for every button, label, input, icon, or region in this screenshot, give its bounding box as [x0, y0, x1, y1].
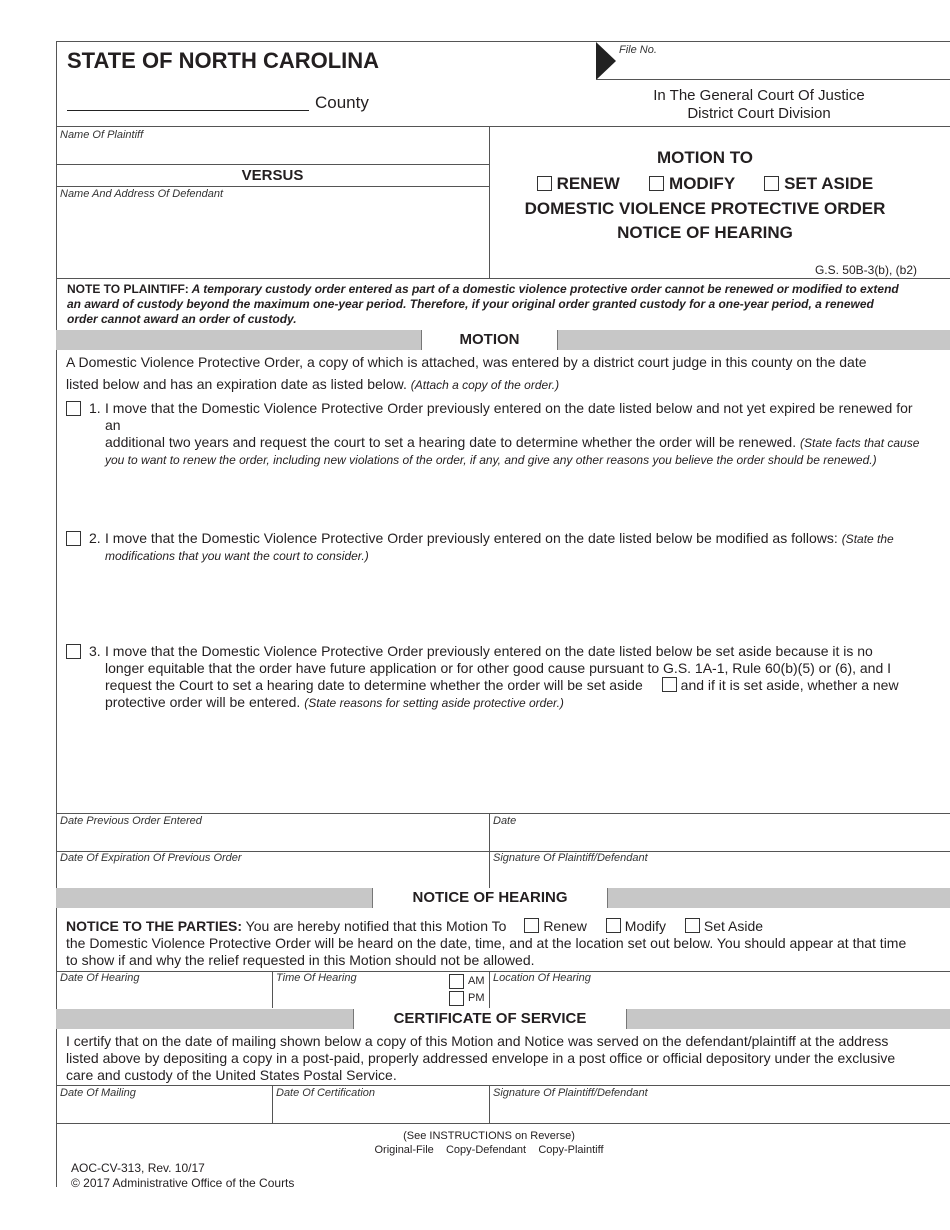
hearing-renew-label: Renew — [543, 918, 587, 934]
note-lead: NOTE TO PLAINTIFF: — [67, 282, 189, 296]
certificate-text — [66, 1033, 936, 1084]
hearing-text1: You are hereby notified that this Motion To — [242, 918, 507, 934]
item2-num: 2. — [89, 530, 101, 546]
pm-checkbox[interactable] — [449, 991, 464, 1006]
title-line1: MOTION TO — [656, 148, 753, 167]
file-arrow-icon — [596, 42, 618, 80]
cert-fields-bottom — [56, 1123, 950, 1124]
item1-num: 1. — [89, 400, 101, 416]
item1-checkbox[interactable] — [66, 401, 81, 416]
hearing-date-label: Date Of Hearing — [60, 972, 140, 984]
note-to-plaintiff — [67, 282, 907, 327]
item3-line3 — [105, 677, 925, 694]
court-block — [600, 87, 918, 123]
mailing-label: Date Of Mailing — [60, 1087, 136, 1099]
modify-label: MODIFY — [669, 174, 735, 193]
court-line2: District Court Division — [687, 105, 831, 122]
item3-italic: (State reasons for setting aside protective order.) — [304, 696, 564, 710]
am-label: AM — [468, 975, 485, 987]
cert-line2: listed above by depositing a copy in a post-paid, properly addressed envelope in a post office or official depository under the exclusive — [66, 1050, 896, 1066]
footer-left — [71, 1161, 294, 1191]
form-top-border — [56, 41, 596, 42]
item3-line4-text: protective order will be entered. — [105, 694, 301, 710]
date-exp-label: Date Of Expiration Of Previous Order — [60, 852, 242, 864]
set-aside-label: SET ASIDE — [784, 174, 874, 193]
hearing-renew-checkbox[interactable] — [524, 918, 539, 933]
modify-checkbox[interactable] — [649, 176, 664, 191]
am-checkbox[interactable] — [449, 974, 464, 989]
item2-italic2: modifications that you want the court to consider.) — [105, 549, 369, 563]
hearing-notice — [66, 918, 936, 969]
hearing-line1 — [66, 918, 936, 935]
intro2-text: listed below and has an expiration date as listed below. — [66, 376, 407, 392]
footer-instructions: (See INSTRUCTIONS on Reverse) — [403, 1130, 575, 1142]
hearing-col1 — [272, 971, 273, 1008]
hearing-line2: the Domestic Violence Protective Order will be heard on the date, time, and at the location set out below. You should appear at that time — [66, 935, 907, 951]
cert-line3: care and custody of the United States Postal Service. — [66, 1067, 397, 1083]
item3-line3b: and if it is set aside, whether a new — [680, 677, 899, 693]
item2-response-area[interactable] — [105, 568, 925, 638]
defendant-field[interactable] — [60, 202, 480, 276]
certificate-heading: CERTIFICATE OF SERVICE — [353, 1009, 627, 1029]
form-number: AOC-CV-313, Rev. 10/17 — [71, 1161, 205, 1175]
hearing-set-aside-label: Set Aside — [703, 918, 764, 934]
header-divider — [56, 126, 950, 127]
set-aside-checkbox[interactable] — [764, 176, 779, 191]
cert-col2 — [489, 1085, 490, 1123]
cert-col1 — [272, 1085, 273, 1123]
date-prev-label: Date Previous Order Entered — [60, 815, 202, 827]
title-line4: NOTICE OF HEARING — [617, 223, 793, 242]
cert-signature-label: Signature Of Plaintiff/Defendant — [493, 1087, 648, 1099]
hearing-lead: NOTICE TO THE PARTIES: — [66, 918, 243, 934]
item1-response-area[interactable] — [105, 455, 925, 525]
file-no-label: File No. — [619, 44, 657, 56]
item3-line2: longer equitable that the order have future application or for other good cause pursuant to G.S. 1A-1, Rule 60(b)(5) or (6), and I — [105, 660, 892, 676]
plaintiff-field[interactable] — [56, 164, 489, 165]
cert-line1: I certify that on the date of mailing shown below a copy of this Motion and Notice was served on the defendant/plaintiff at the address — [66, 1033, 889, 1049]
statute-ref: G.S. 50B-3(b), (b2) — [814, 263, 917, 277]
item3-checkbox[interactable] — [66, 644, 81, 659]
hearing-line3: to show if and why the relief requested in this Motion should not be allowed. — [66, 952, 535, 968]
item3-line4 — [105, 694, 925, 712]
item2-line1-text: I move that the Domestic Violence Protective Order previously entered on the date listed below be modified as follows: — [105, 530, 838, 546]
title-line3: DOMESTIC VIOLENCE PROTECTIVE ORDER — [524, 199, 886, 218]
renew-checkbox[interactable] — [537, 176, 552, 191]
defendant-label: Name And Address Of Defendant — [60, 188, 224, 200]
versus-line — [56, 186, 489, 187]
county-line[interactable] — [67, 110, 309, 111]
item2-line1 — [105, 530, 925, 548]
court-line1: In The General Court Of Justice — [653, 87, 865, 104]
title-divider — [56, 278, 950, 279]
versus-label: VERSUS — [241, 167, 304, 184]
item3-line1: I move that the Domestic Violence Protective Order previously entered on the date listed below be set aside because it is no — [105, 643, 873, 659]
footer-copies: Original-File Copy-Defendant Copy-Plaintiff — [374, 1144, 604, 1156]
item1-line2 — [105, 434, 925, 452]
motion-title — [490, 148, 920, 247]
title-options — [490, 174, 920, 199]
file-top-line — [596, 41, 950, 42]
item1-italic2: you to want to renew the order, including new violations of the order, if any, and give any other reasons you believe the order should be renewed.) — [105, 453, 877, 467]
motion-intro: A Domestic Violence Protective Order, a copy of which is attached, was entered by a district court judge in this county on the date — [66, 354, 867, 370]
item3-line3-text: request the Court to set a hearing date to determine whether the order will be set aside — [105, 677, 643, 693]
item1-italic: (State facts that cause — [799, 436, 920, 450]
hearing-location-label: Location Of Hearing — [493, 972, 591, 984]
intro2-italic: (Attach a copy of the order.) — [410, 378, 560, 392]
item2-text — [105, 530, 925, 565]
item3-num: 3. — [89, 643, 101, 659]
copyright: © 2017 Administrative Office of the Courts — [71, 1176, 295, 1190]
renew-label: RENEW — [556, 174, 620, 193]
hearing-time-label: Time Of Hearing — [276, 972, 357, 984]
cert-fields-top — [56, 1085, 950, 1086]
hearing-modify-label: Modify — [624, 918, 667, 934]
item3-response-area[interactable] — [105, 715, 925, 805]
item1-line2-text: additional two years and request the court to set a hearing date to determine whether the order will be renewed. — [105, 434, 797, 450]
item2-italic: (State the — [841, 532, 894, 546]
item3-text — [105, 643, 925, 712]
state-title: STATE OF NORTH CAROLINA — [67, 48, 380, 73]
motion-heading: MOTION — [421, 330, 558, 350]
pm-label: PM — [468, 992, 485, 1004]
footer-center — [56, 1129, 922, 1157]
hearing-heading: NOTICE OF HEARING — [372, 888, 608, 908]
note-text: A temporary custody order entered as part of a domestic violence protective order cannot be renewed or modified to extend an award of custody beyond the maximum one-year period. Therefore, if your original order granted custody for a one-year period, a renewed order cannot award an order of custody. — [67, 282, 899, 326]
item1-line1: I move that the Domestic Violence Protective Order previously entered on the date listed below and not yet expired be renewed for an — [105, 400, 913, 433]
plaintiff-label: Name Of Plaintiff — [60, 129, 144, 141]
signature-label: Signature Of Plaintiff/Defendant — [493, 852, 648, 864]
item2-checkbox[interactable] — [66, 531, 81, 546]
hearing-modify-checkbox[interactable] — [606, 918, 621, 933]
hearing-col2 — [489, 971, 490, 1008]
new-order-checkbox[interactable] — [662, 677, 677, 692]
date-block-top — [56, 813, 950, 814]
hearing-set-aside-checkbox[interactable] — [685, 918, 700, 933]
county-label: County — [315, 93, 369, 112]
motion-intro2 — [66, 376, 926, 394]
date-label: Date — [493, 815, 517, 827]
file-no-field[interactable] — [596, 79, 950, 80]
cert-date-label: Date Of Certification — [276, 1087, 376, 1099]
